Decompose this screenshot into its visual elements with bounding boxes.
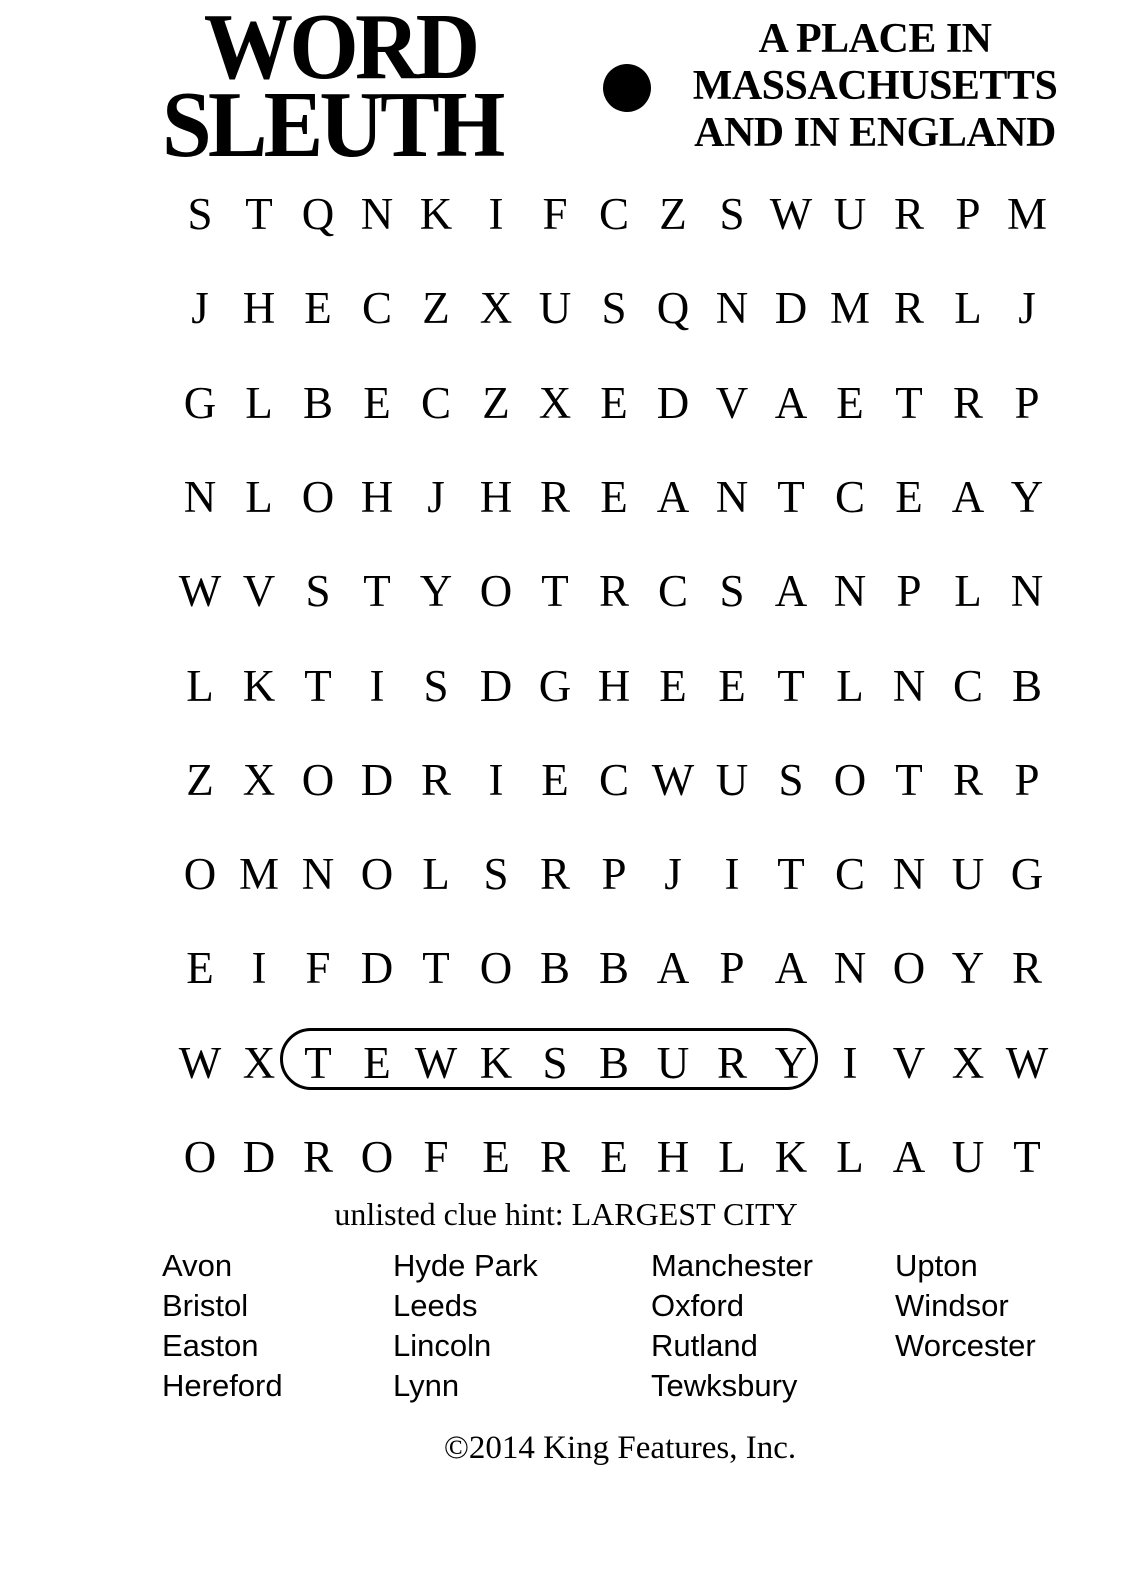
grid-letter[interactable]: V <box>892 1038 926 1088</box>
grid-letter[interactable]: S <box>305 566 331 616</box>
grid-letter[interactable]: E <box>600 378 628 428</box>
grid-letter[interactable]: S <box>483 849 509 899</box>
grid-letter[interactable]: R <box>598 566 629 616</box>
letter-grid <box>170 0 1060 1200</box>
grid-letter[interactable]: R <box>952 378 983 428</box>
grid-letter[interactable]: S <box>719 566 745 616</box>
word-list-item: Leeds <box>393 1288 478 1323</box>
copyright-notice: ©2014 King Features, Inc. <box>443 1430 797 1466</box>
grid-letter[interactable]: H <box>656 1132 690 1182</box>
grid-letter[interactable]: H <box>360 472 394 522</box>
grid-letter[interactable]: R <box>539 1132 570 1182</box>
grid-letter[interactable]: T <box>541 566 569 616</box>
grid-letter[interactable]: T <box>777 849 805 899</box>
grid-letter[interactable]: A <box>774 378 808 428</box>
grid-letter[interactable]: U <box>951 1132 985 1182</box>
grid-row <box>170 750 1060 810</box>
word-list-item: Upton <box>895 1248 978 1283</box>
grid-letter[interactable]: O <box>360 1132 394 1182</box>
grid-letter[interactable]: O <box>479 566 513 616</box>
grid-letter[interactable]: Z <box>186 755 214 805</box>
word-list-item: Avon <box>162 1248 233 1283</box>
grid-letter[interactable]: K <box>242 661 276 711</box>
grid-letter[interactable]: G <box>1010 849 1044 899</box>
grid-letter[interactable]: S <box>187 189 213 239</box>
grid-letter[interactable]: O <box>301 472 335 522</box>
grid-letter[interactable]: L <box>186 661 214 711</box>
grid-letter[interactable]: F <box>305 943 331 993</box>
grid-letter[interactable]: E <box>659 661 687 711</box>
word-list-item: Oxford <box>651 1288 745 1323</box>
grid-letter[interactable]: Z <box>422 283 450 333</box>
grid-letter[interactable]: X <box>479 283 513 333</box>
grid-letter[interactable]: W <box>178 566 222 616</box>
grid-row <box>170 373 1060 433</box>
grid-letter[interactable]: M <box>1006 189 1047 239</box>
grid-letter[interactable]: A <box>656 943 690 993</box>
title-line-2: SLEUTH <box>162 73 502 177</box>
grid-letter[interactable]: Q <box>301 189 335 239</box>
grid-letter[interactable]: S <box>601 283 627 333</box>
grid-letter[interactable]: N <box>715 472 749 522</box>
grid-letter[interactable]: N <box>892 849 926 899</box>
grid-letter[interactable]: H <box>479 472 513 522</box>
grid-letter[interactable]: H <box>597 661 631 711</box>
theme-line-1: A PLACE IN <box>758 16 992 62</box>
grid-letter[interactable]: C <box>598 755 629 805</box>
grid-letter[interactable]: P <box>896 566 922 616</box>
grid-letter[interactable]: I <box>369 661 385 711</box>
grid-letter[interactable]: U <box>951 849 985 899</box>
grid-letter[interactable]: K <box>419 189 453 239</box>
grid-letter[interactable]: D <box>242 1132 276 1182</box>
grid-letter[interactable]: R <box>539 849 570 899</box>
grid-letter[interactable]: R <box>1011 943 1042 993</box>
grid-letter[interactable]: P <box>719 943 745 993</box>
grid-letter[interactable]: K <box>479 1038 513 1088</box>
word-list-item: Tewksbury <box>651 1368 798 1403</box>
grid-letter[interactable]: E <box>718 661 746 711</box>
grid-letter[interactable]: A <box>951 472 985 522</box>
grid-letter[interactable]: O <box>479 943 513 993</box>
grid-letter[interactable]: E <box>600 1132 628 1182</box>
grid-letter[interactable]: T <box>777 661 805 711</box>
grid-letter[interactable]: L <box>954 283 982 333</box>
word-list-item: Manchester <box>651 1248 813 1283</box>
grid-letter[interactable]: T <box>895 378 923 428</box>
theme-line-3: AND IN ENGLAND <box>694 110 1056 156</box>
grid-letter[interactable]: N <box>833 566 867 616</box>
grid-letter[interactable]: T <box>895 755 923 805</box>
grid-letter[interactable]: P <box>955 189 981 239</box>
grid-letter[interactable]: K <box>774 1132 808 1182</box>
grid-row <box>170 467 1060 527</box>
word-list-item: Easton <box>162 1328 259 1363</box>
grid-letter[interactable]: R <box>893 283 924 333</box>
grid-letter[interactable]: J <box>427 472 445 522</box>
word-list-column-1 <box>162 1246 283 1406</box>
grid-letter[interactable]: L <box>245 472 273 522</box>
grid-letter[interactable]: F <box>542 189 568 239</box>
grid-letter[interactable]: T <box>304 1038 332 1088</box>
grid-letter[interactable]: E <box>186 943 214 993</box>
grid-letter[interactable]: D <box>656 378 690 428</box>
grid-letter[interactable]: N <box>892 661 926 711</box>
grid-letter[interactable]: O <box>183 1132 217 1182</box>
grid-letter[interactable]: E <box>304 283 332 333</box>
grid-letter[interactable]: I <box>251 943 267 993</box>
grid-letter[interactable]: O <box>360 849 394 899</box>
grid-letter[interactable]: Z <box>482 378 510 428</box>
grid-letter[interactable]: C <box>420 378 451 428</box>
word-list-item: Rutland <box>651 1328 758 1363</box>
word-list-item: Hyde Park <box>393 1248 538 1283</box>
grid-letter[interactable]: T <box>245 189 273 239</box>
grid-letter[interactable]: D <box>360 755 394 805</box>
word-list-item: Hereford <box>162 1368 283 1403</box>
grid-letter[interactable]: A <box>656 472 690 522</box>
grid-letter[interactable]: J <box>1018 283 1036 333</box>
grid-letter[interactable]: R <box>716 1038 747 1088</box>
grid-letter[interactable]: U <box>656 1038 690 1088</box>
word-list-item: Lynn <box>393 1368 460 1403</box>
grid-letter[interactable]: L <box>718 1132 746 1182</box>
grid-letter[interactable]: S <box>778 755 804 805</box>
grid-row <box>170 184 1060 244</box>
grid-letter[interactable]: T <box>363 566 391 616</box>
grid-letter[interactable]: I <box>488 755 504 805</box>
title-line-1: WORD <box>203 0 477 99</box>
grid-letter[interactable]: G <box>183 378 217 428</box>
grid-letter[interactable]: Y <box>419 566 453 616</box>
grid-row <box>170 1127 1060 1187</box>
grid-letter[interactable]: E <box>363 378 391 428</box>
grid-letter[interactable]: O <box>301 755 335 805</box>
grid-letter[interactable]: I <box>842 1038 858 1088</box>
grid-letter[interactable]: W <box>769 189 813 239</box>
word-list-item: Bristol <box>162 1288 249 1323</box>
grid-letter[interactable]: C <box>657 566 688 616</box>
grid-letter[interactable]: P <box>1014 755 1040 805</box>
grid-letter[interactable]: S <box>423 661 449 711</box>
grid-letter[interactable]: C <box>834 849 865 899</box>
grid-letter[interactable]: B <box>302 378 333 428</box>
grid-letter[interactable]: M <box>238 849 279 899</box>
grid-letter[interactable]: E <box>600 472 628 522</box>
grid-letter[interactable]: J <box>664 849 682 899</box>
grid-letter[interactable]: R <box>539 472 570 522</box>
grid-letter[interactable]: B <box>598 943 629 993</box>
grid-letter[interactable]: C <box>361 283 392 333</box>
grid-letter[interactable]: U <box>833 189 867 239</box>
grid-letter[interactable]: E <box>541 755 569 805</box>
grid-letter[interactable]: Q <box>656 283 690 333</box>
grid-letter[interactable]: T <box>304 661 332 711</box>
grid-letter[interactable]: U <box>538 283 572 333</box>
grid-letter[interactable]: D <box>774 283 808 333</box>
grid-letter[interactable]: C <box>952 661 983 711</box>
grid-letter[interactable]: D <box>479 661 513 711</box>
word-list-column-4 <box>895 1246 1036 1366</box>
grid-letter[interactable]: A <box>774 943 808 993</box>
grid-letter[interactable]: C <box>834 472 865 522</box>
grid-letter[interactable]: Y <box>951 943 985 993</box>
grid-letter[interactable]: A <box>774 566 808 616</box>
grid-letter[interactable]: G <box>538 661 572 711</box>
grid-row <box>170 561 1060 621</box>
grid-letter[interactable]: I <box>488 189 504 239</box>
grid-letter[interactable]: T <box>422 943 450 993</box>
grid-letter[interactable]: N <box>833 943 867 993</box>
grid-letter[interactable]: C <box>598 189 629 239</box>
word-list-column-2 <box>393 1246 538 1406</box>
grid-letter[interactable]: B <box>1011 661 1042 711</box>
grid-row <box>170 656 1060 716</box>
grid-letter[interactable]: J <box>191 283 209 333</box>
grid-letter[interactable]: I <box>724 849 740 899</box>
grid-letter[interactable]: L <box>245 378 273 428</box>
grid-letter[interactable]: H <box>242 283 276 333</box>
grid-letter[interactable]: O <box>892 943 926 993</box>
word-list-item: Worcester <box>895 1328 1036 1363</box>
grid-letter[interactable]: N <box>360 189 394 239</box>
grid-letter[interactable]: U <box>715 755 749 805</box>
grid-letter[interactable]: R <box>893 189 924 239</box>
grid-letter[interactable]: E <box>895 472 923 522</box>
grid-letter[interactable]: X <box>242 1038 276 1088</box>
grid-row <box>170 938 1060 998</box>
grid-letter[interactable]: V <box>715 378 749 428</box>
grid-letter[interactable]: L <box>422 849 450 899</box>
grid-letter[interactable]: F <box>423 1132 449 1182</box>
grid-letter[interactable]: O <box>183 849 217 899</box>
grid-letter[interactable]: X <box>538 378 572 428</box>
grid-letter[interactable]: P <box>1014 378 1040 428</box>
word-list-column-3 <box>651 1246 813 1406</box>
grid-letter[interactable]: R <box>302 1132 333 1182</box>
grid-letter[interactable]: A <box>892 1132 926 1182</box>
grid-letter[interactable]: N <box>301 849 335 899</box>
grid-letter[interactable]: E <box>836 378 864 428</box>
word-list-item: Windsor <box>895 1288 1009 1323</box>
theme-line-2: MASSACHUSETTS <box>692 63 1058 109</box>
grid-row <box>170 844 1060 904</box>
found-word-highlight <box>280 1028 818 1090</box>
grid-letter[interactable]: L <box>836 661 864 711</box>
grid-letter[interactable]: S <box>542 1038 568 1088</box>
grid-letter[interactable]: B <box>539 943 570 993</box>
grid-letter[interactable]: T <box>1013 1132 1041 1182</box>
hint-text: unlisted clue hint: LARGEST CITY <box>334 1196 798 1232</box>
grid-letter[interactable]: S <box>719 189 745 239</box>
grid-letter[interactable]: P <box>601 849 627 899</box>
grid-letter[interactable]: M <box>829 283 870 333</box>
grid-letter[interactable]: Z <box>659 189 687 239</box>
grid-letter[interactable]: E <box>482 1132 510 1182</box>
grid-letter[interactable]: W <box>178 1038 222 1088</box>
grid-letter[interactable]: N <box>1010 566 1044 616</box>
grid-letter[interactable]: V <box>242 566 276 616</box>
grid-letter[interactable]: W <box>651 755 695 805</box>
word-list-item: Lincoln <box>393 1328 492 1363</box>
grid-letter[interactable]: X <box>951 1038 985 1088</box>
grid-letter[interactable]: N <box>715 283 749 333</box>
grid-letter[interactable]: N <box>183 472 217 522</box>
grid-letter[interactable]: D <box>360 943 394 993</box>
grid-letter[interactable]: O <box>833 755 867 805</box>
grid-letter[interactable]: L <box>954 566 982 616</box>
grid-letter[interactable]: Y <box>774 1038 808 1088</box>
grid-letter[interactable]: R <box>420 755 451 805</box>
grid-letter[interactable]: R <box>952 755 983 805</box>
grid-letter[interactable]: Y <box>1010 472 1044 522</box>
grid-letter[interactable]: E <box>363 1038 391 1088</box>
grid-letter[interactable]: W <box>414 1038 458 1088</box>
grid-row <box>170 278 1060 338</box>
grid-letter[interactable]: T <box>777 472 805 522</box>
grid-letter[interactable]: L <box>836 1132 864 1182</box>
grid-letter[interactable]: B <box>598 1038 629 1088</box>
grid-letter[interactable]: W <box>1005 1038 1049 1088</box>
grid-letter[interactable]: X <box>242 755 276 805</box>
